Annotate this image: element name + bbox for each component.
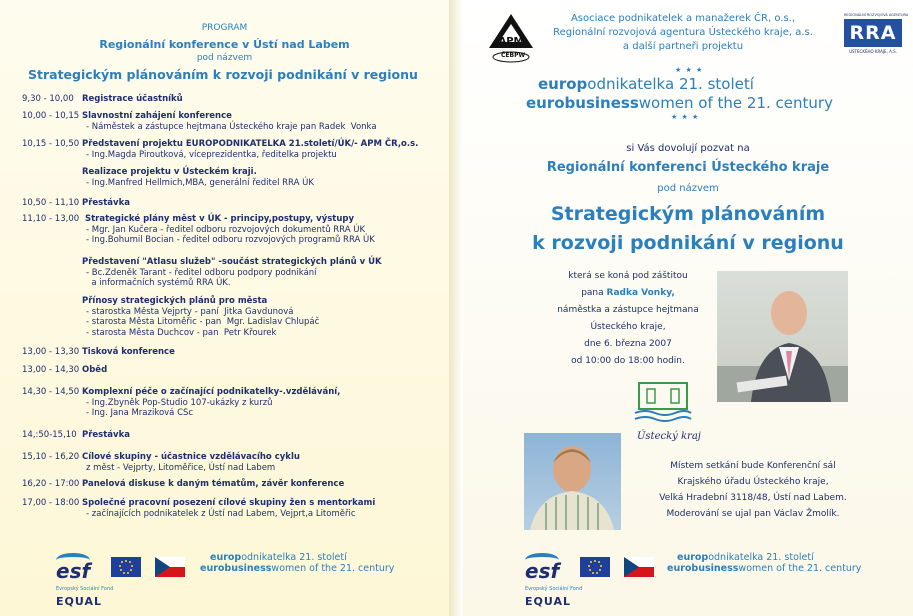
footer-brand-right-en-bold: eurobusiness (667, 563, 739, 574)
schedule-title: Přestávka (82, 198, 130, 208)
venue-line-3: Velká Hradební 3118/48, Ústí nad Labem. (659, 493, 847, 503)
schedule-detail: - Ing. Jana Mraziková CSc (86, 408, 194, 418)
pod-nazvem: pod názvem (196, 53, 253, 63)
schedule-title: Oběd (82, 365, 108, 375)
schedule-time: 14,30 - 14,50 (22, 387, 80, 397)
main-title: Strategickým plánováním k rozvoji podnikání v regionu (28, 67, 418, 82)
schedule-detail: - Ing.Zbyněk Pop-Studio 107-ukázky z kurzů (86, 397, 273, 408)
brand-en (526, 94, 833, 112)
equal-text-right: EQUAL (525, 595, 571, 608)
fold-edge (449, 0, 463, 616)
region-logo-text: Ústecký kraj (637, 431, 701, 442)
organizer-line-1: Asociace podnikatelek a manažerek ČR, o.s., (570, 13, 796, 24)
schedule-row (22, 214, 354, 225)
schedule-row (22, 365, 107, 376)
invite-text: si Vás dovolují pozvat na (626, 143, 750, 154)
schedule-row (22, 94, 183, 105)
footer-brand-right-cz-bold: europ (677, 552, 709, 563)
schedule-detail: a informačních systémů RRA ÚK. (86, 278, 231, 288)
stars-bottom-icon: ★ ★ ★ (671, 113, 700, 121)
venue-line-1: Místem setkání bude Konferenční sál (670, 461, 836, 471)
schedule-time: 10,00 - 10,15 (22, 111, 80, 121)
footer-brand-en-rest: women of the 21. century (271, 563, 395, 574)
eu-flag-right-icon (580, 557, 610, 577)
invitation-page (463, 0, 913, 616)
program-label: PROGRAM (201, 23, 248, 33)
esf-sub: Evropský Sociální Fond (56, 586, 114, 592)
schedule-row (22, 452, 300, 463)
brand-cz-bold: europ (538, 75, 588, 93)
schedule-row (22, 387, 340, 398)
schedule-time: 13,00 - 13,30 (22, 347, 80, 357)
schedule-row (22, 498, 375, 509)
rra-bottom: ÚSTECKÉHO KRAJE, A.S. (849, 49, 897, 54)
schedule-title: Společné pracovní posezení cílové skupiny žen s mentorkami (82, 498, 376, 508)
schedule-detail: - starosta Města Litoměřic - pan Mgr. Ladislav Chlupáč (86, 317, 320, 327)
esf-sub-right: Evropský Sociální Fond (525, 586, 583, 592)
footer-brand-en-bold: eurobusiness (200, 563, 272, 574)
patron-line-6: od 10:00 do 18:00 hodin. (571, 356, 685, 366)
apm-logo (483, 12, 539, 64)
schedule-title: Přestávka (82, 430, 130, 440)
schedule-title: Komplexní péče o začínající podnikatelky-.vzdělávání, (82, 387, 341, 397)
schedule-detail: - Ing.Bohumil Bocian - ředitel odboru rozvojových programů RRA ÚK (86, 235, 375, 245)
title-line-2: k rozvoji podnikání v regionu (532, 232, 844, 254)
schedule-title: Strategické plány měst v ÚK - principy,postupy, výstupy (82, 214, 355, 224)
schedule-title: Panelová diskuse k daným tématům, závěr konference (82, 479, 345, 489)
schedule-time: 15,10 - 16,20 (22, 452, 80, 462)
schedule-detail: - Ing.Manfred Hellmich,MBA, generální ředitel RRA ÚK (86, 177, 314, 188)
footer-brand-cz-bold: europ (210, 552, 242, 563)
stars-top-icon: ★ ★ ★ (675, 66, 704, 74)
schedule-title: Představení "Atlasu služeb" -součást strategických plánů v ÚK (82, 257, 382, 267)
region-logo (633, 379, 713, 451)
patron-name: Radka Vonky, (606, 288, 675, 298)
cz-flag-icon (155, 557, 185, 577)
schedule-time: 13,00 - 14,30 (22, 365, 80, 375)
footer-brand-right (667, 552, 861, 574)
schedule-time: 11,10 - 13,00 (22, 214, 80, 224)
rra-logo (844, 13, 909, 61)
title-line-1: Strategickým plánováním (550, 203, 826, 225)
brand-en-rest: women of the 21. century (638, 94, 833, 112)
brand-cz-rest: odnikatelka 21. století (587, 75, 754, 93)
patron-line-2: pana Radka Vonky, (581, 288, 675, 298)
organizer-line-3: a další partneři projektu (622, 41, 744, 52)
schedule-time: 14,:50-15,10 (22, 430, 77, 440)
schedule-detail: - starostka Města Vejprty - paní Jitka Gavdunová (86, 306, 294, 317)
footer-brand-cz-rest: odnikatelka 21. století (241, 552, 347, 563)
schedule-time: 9,30 - 10,00 (22, 94, 74, 104)
photo-moderator (524, 433, 621, 530)
schedule-title: Tisková konference (82, 347, 175, 357)
organizers (533, 12, 833, 54)
schedule-row (22, 111, 232, 122)
program-page (0, 0, 449, 616)
region-logo-icon (633, 379, 693, 427)
schedule-time: 17,00 - 18:00 (22, 498, 80, 508)
patron-line-4: Ústeckého kraje, (590, 322, 666, 332)
schedule-time: 16,20 - 17:00 (22, 479, 80, 489)
schedule-detail: - Mgr. Jan Kučera - ředitel odboru rozvojových dokumentů RRA ÚK (86, 224, 366, 235)
schedule-row (22, 139, 418, 150)
schedule-detail: z měst - Vejprty, Litoměřice, Ústí nad Labem (86, 462, 276, 473)
schedule-title: Slavnostní zahájení konference (82, 111, 232, 121)
schedule-row (22, 257, 382, 268)
schedule-detail: - starosta Města Duchcov - pan Petr Křourek (86, 327, 277, 338)
svg-text:APM: APM (498, 36, 524, 47)
organizer-line-2: Regionální rozvojová agentura Ústeckého kraje, a.s. (553, 27, 813, 38)
brand-en-bold: eurobusiness (526, 94, 639, 112)
esf-text: esf (56, 559, 91, 583)
patron-line-5: dne 6. března 2007 (584, 339, 672, 349)
schedule-detail: - Náměstek a zástupce hejtmana Ústeckého kraje pan Radek Vonka (86, 121, 377, 132)
equal-text: EQUAL (56, 595, 102, 608)
schedule-row (22, 198, 130, 209)
venue-line-4: Moderování se ujal pan Václav Žmolík. (666, 509, 840, 519)
brand-cz (538, 75, 754, 93)
patron-line-3: náměstka a zástupce hejtmana (557, 305, 699, 315)
footer-brand-right-en-rest: women of the 21. century (738, 563, 862, 574)
patron-line-1: která se koná pod záštitou (568, 271, 688, 281)
photo-patron (717, 271, 848, 402)
footer-brand-right-cz-rest: odnikatelka 21. století (708, 552, 814, 563)
schedule-detail: - Bc.Zdeněk Tarant - ředitel odboru podpory podnikání (86, 267, 317, 278)
schedule-title: Přínosy strategických plánů pro města (82, 296, 268, 306)
cz-flag-right-icon (624, 557, 654, 577)
rra-letters: RRA (844, 19, 902, 47)
schedule-row (22, 167, 257, 178)
rra-top: REGIONÁLNÍ ROZVOJOVÁ AGENTURA (844, 13, 909, 17)
schedule-title: Představení projektu EUROPODNIKATELKA 21.století/ÚK/- APM ČR,o.s. (82, 139, 419, 149)
conference-name: Regionální konferenci Ústeckého kraje (546, 160, 830, 175)
pod-nazvem-right: pod názvem (657, 183, 719, 194)
schedule-row (22, 296, 267, 307)
conference-title: Regionální konference v Ústí nad Labem (99, 38, 350, 51)
venue-block (623, 458, 883, 522)
schedule-title: Cílové skupiny - účastnice vzdělávacího cyklu (82, 452, 300, 462)
schedule-row (22, 347, 175, 358)
schedule-time: 10,50 - 11,10 (22, 198, 80, 208)
schedule-time: 10,15 - 10,50 (22, 139, 80, 149)
schedule-row (22, 479, 344, 490)
patron-block (538, 268, 718, 370)
footer-brand (200, 552, 394, 574)
schedule-detail: - Ing.Magda Piroutková, víceprezidentka, ředitelka projektu (86, 149, 337, 160)
esf-text-right: esf (525, 559, 560, 583)
eu-flag-icon (111, 557, 141, 577)
venue-line-2: Krajského úřadu Ústeckého kraje, (677, 477, 829, 487)
schedule-title: Realizace projektu v Ústeckém kraji. (82, 167, 257, 177)
schedule-detail: - začínajících podnikatelek z Ústí nad Labem, Vejprt,a Litoměřic (86, 508, 356, 519)
schedule-title: Registrace účastníků (82, 94, 183, 104)
schedule-row (22, 430, 130, 441)
apm-sub: ČEBPW (501, 52, 526, 59)
